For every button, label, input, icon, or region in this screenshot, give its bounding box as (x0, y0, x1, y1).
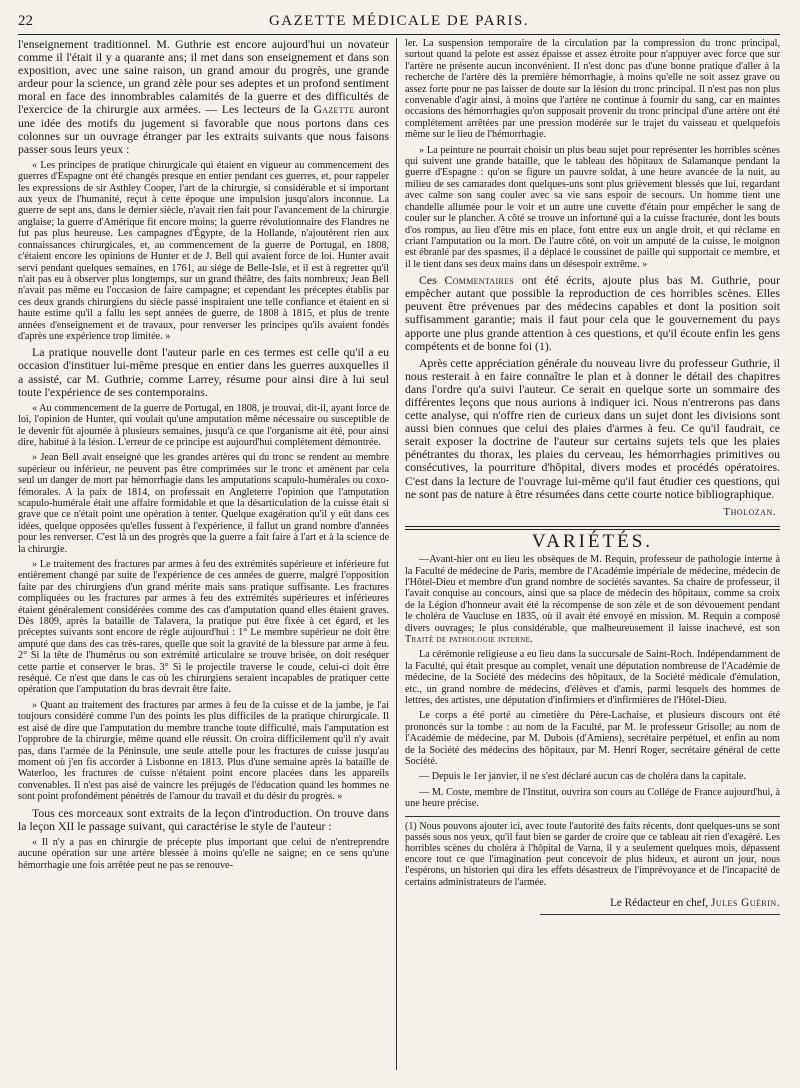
section-title-varietes: VARIÉTÉS. (531, 531, 654, 553)
right-column (405, 38, 780, 1070)
quote-arteries-continued: ler. La suspension temporaire de la circulation par la compression du tronc principal, surtout quand la pelote est assez épaisse et assez étroite pour n'appuyer avec force que sur l'artère ne présente aucun inconvénient. Il n'est donc pas d'une bonne pratique d'aller à la recherche de l'artère dès la première hémorrhagie, à moins qu'elle ne soit assez grave ou assez forte pour ne pas laisser de doute sur la lésion du tronc principal. Il n'est pas non plus convenable d'agir ainsi, à moins que l'artère ne continue à fournir du sang, car en maintes occasions des hémorrhagies qu'on supposait provenir du tronc principal d'une artère ont été complétement arrêtées par une pression modérée sur le trajet du vaisseau et quelquefois même sur le lieu de l'hémorrhagie. (405, 38, 780, 141)
news-cholera: — Depuis le 1er janvier, il ne s'est déclaré aucun cas de choléra dans la capitale. (419, 771, 746, 783)
journal-title: GAZETTE MÉDICALE DE PARIS. (268, 13, 530, 29)
news-burial: Le corps a été porté au cimetière du Père-Lachaise, et plusieurs discours ont été prononcés sur la tombe : au nom de la Faculté, par M. le professeur Grisolle; au nom de l'Académie de médecine, par M. Dubois (d'Amiens), secrétaire perpétuel, et enfin au nom de la Société des médecins des hôpitaux, par M. Henri Roger, secrétaire général de cette Société. (405, 710, 780, 768)
paragraph-appreciation: Après cette appréciation générale du nouveau livre du professeur Guthrie, il nous resterait à en faire connaître le plan et à donner le détail des chapitres dans l'ordre qu'a suivi l'auteur. Ce serait en quelque sorte un sommaire des différentes leçons que nous aurions à indiquer ici. Nous n'entrerons pas dans cette analyse, qui n'offre rien de curieux dans un sujet dont les divisions sont aussi bien connues que celui des plaies d'armes à feu. Ce qu'il faudrait, ce serait exposer la doctrine de l'auteur sur certains sujets tels que les plaies pénétrantes du thorax, les plaies du cerveau, les hémorrhagies primitives ou consécutives, la pourriture d'hôpital, divers modes et procédés opératoires. C'est dans la lecture de l'ouvrage lui-même qu'il faut étudier ces questions, qui ne sont pas de nature à être résumées dans cette courte notice bibliographique. (405, 355, 780, 501)
paragraph-extracts: Tous ces morceaux sont extraits de la leçon d'introduction. On trouve dans la leçon XII le passage suivant, qui caractérise le style de l'auteur : (18, 805, 389, 833)
quote-portugal: « Au commencement de la guerre de Portugal, en 1808, je trouvai, dit-il, ayant force de loi, l'opinion de Hunter, qui voulait qu'une amputation même nécessaire ou susceptible de le devenir fût ajournée à plusieurs semaines, jusqu'à ce que l'organisme ait été, pour ainsi dire, habitué à la lésion. L'erreur de ce principe est aujourd'hui complétement démontrée. (18, 402, 389, 448)
page-header (18, 10, 780, 35)
author-signature: Tholozan. (723, 505, 776, 518)
editor-rule (540, 914, 780, 915)
quote-arteries: « Il n'y a pas en chirurgie de précepte plus important que celui de n'entreprendre aucune opération sur une artère blessée à moins qu'elle ne saigne; en ce sens qu'une hémorrhagie une fois arrêtée peut ne pas se renouve- (18, 836, 389, 871)
editor-label: Le Rédacteur en chef, (610, 896, 709, 909)
editor-signature (405, 898, 780, 910)
left-column (18, 38, 389, 1070)
paragraph-commentaires: Ces Commentaires ont été écrits, ajoute plus bas M. Guthrie, pour empêcher autant que possible la reproduction de ces horribles scènes. Elles peuvent être prévenues par des médecins capables et dont la position soit suffisamment garantie; mais il faut pour cela que le gouvernement du pays apporte une plus grande attention à ces questions, et qu'il écoute enfin les gens compétents et de bonne foi (1). (405, 273, 780, 353)
quote-jean-bell: » Jean Bell avait enseigné que les grandes artères qui du tronc se rendent au membre supérieur ou inférieur, ne peuvent pas être comprimées sur le tronc et amènent par cela seul un danger de mort par hémorrhagie dans les amputations scapulo-humérales ou coxo-fémorales. A la paix de 1814, on professait en Angleterre l'opinion que l'amputation scapulo-humérale était une affaire formidable et que la désarticulation de la cuisse était si grave que ce n'était point une opération à tenter. Quelque exagération qu'il y eût dans ces idées, quelque opposées qu'elles fussent à l'expérience, il fallut un grand nombre d'années pour les renverser. C'est là un des progrès que la guerre a fait faire à l'art et à la science de la chirurgie. (18, 452, 389, 555)
intro-paragraph: l'enseignement traditionnel. M. Guthrie est encore aujourd'hui un novateur comme il l'était il y a quarante ans; il met dans son enseignement et dans son exposition, avec une saine raison, un grand amour du progrès, une grande ardeur pour la science, un grand zèle pour ses adeptes et un profond sentiment moral en face des innombrables calamités de la guerre et des difficultés de l'exercice de la chirurgie aux armées. — Les lecteurs de la Gazette auront une idée des motifs du jugement si favorable que nous portons dans ces colonnes sur un ouvrage étranger par les extraits suivants que nous faisons passer sous leurs yeux : (18, 38, 389, 156)
footnote: (1) Nous pouvons ajouter ici, avec toute l'autorité des faits récents, dont quelques-uns se sont passés sous nos yeux, qu'il faut bien se garder de croire que ce tableau ait rien d'exagéré. Les horribles scènes du choléra à l'hôpital de Varna, il y a seulement quelques mois, dépassent encore tout ce que l'imagination peut concevoir de plus hideux, et auront un jour, nous l'espérons, un historien qui dira les effets désastreux de l'imprévoyance et de l'incapacité de certains administrateurs de l'armée. (405, 816, 780, 888)
quote-thigh-fractures: » Quant au traitement des fractures par armes à feu de la cuisse et de la jambe, je l'ai toujours considéré comme l'un des points les plus difficiles de la pratique chirurgicale. Il est aisé de dire que l'amputation du membre tranche toute difficulté, mais l'amputation est l'opprobre de la chirurgie, même quand elle réussit. On croira difficilement qu'il n'y avait pas, dans l'armée de la Péninsule, une seule attelle pour les fractures de cuisse jusqu'au moment où j'en fis accorder à Lisbonne en 1813. Plus d'une semaine après la bataille de Waterloo, les fractures de cuisse n'étaient point encore placées dans les appareils convenables. Il n'est pas aisé de vaincre les préjugés de l'éducation quand les hommes ne sont point profondément pénétrés de l'amour du travail et du désir du progrès. » (18, 699, 389, 803)
news-ceremony: La cérémonie religieuse a eu lieu dans la succursale de Saint-Roch. Indépendamment de la Faculté, qui était presque au complet, venait une députation nombreuse de l'Académie de médecine, de la Société des médecins des hôpitaux, de la Société médicale d'émulation, etc., un grand nombre de médecins, d'élèves et d'amis, parmi lesquels des hommes de lettres, des artistes, une députation d'infirmiers et d'infirmières de l'Hôtel-Dieu. (405, 649, 780, 706)
news-coste-course: — M. Coste, membre de l'Institut, ouvrira son cours au Collége de France aujourd'hui, à une heure précise. (405, 786, 780, 810)
quote-fractures: » Le traitement des fractures par armes à feu des extrémités supérieure et inférieure fut entièrement changé par suite de l'expérience de ces années de guerre, malgré l'opposition faite par des chirurgiens d'un grand mérite mais sans pratique suffisante. Les fractures compliquées ou les fractures par armes à feu des extrémités supérieures et inférieures étaient généralement considérées comme des cas d'amputation quand elles étaient graves. Dès 1809, après la bataille de Talavera, la pratique put être fixée à cet égard, et les préceptes suivants sont encore de règle aujourd'hui : 1° Le membre supérieur ne doit être amputé que dans des cas très-rares, quelle que soit la gravité de la blessure par arme à feu. 2° Si la tête de l'humérus ou son extrémité articulaire se trouve brisée, on doit reséquer cette partie et conserver le bras. 3° Si le projectile traverse le coude, celui-ci doit être reséqué. Ce n'est que dans le cas où les chirurgiens seraient incapables de pratiquer cette opération que l'amputation du bras devrait être faite. (18, 559, 389, 696)
news-requin-funeral: —Avant-hier ont eu lieu les obsèques de M. Requin, professeur de pathologie interne à la Faculté de médecine de Paris, membre de l'Académie impériale de médecine, médecin de l'Hôtel-Dieu et membre d'un grand nombre de sociétés savantes. Sa chaire de professeur, il l'avait conquise au concours, ainsi que sa place de médecin des hôpitaux, comme sa croix de la Légion d'honneur avait été la récompense de son zèle et de son dévouement pendant le choléra de Vaucluse en 1835, où il avait été envoyé en mission. M. Requin a composé divers ouvrages; le plus considérable, que malheureusement il laisse inachevé, est son Traité de pathologie interne. (405, 554, 780, 645)
editor-name: Jules Guérin. (711, 896, 780, 909)
quote-principles: « Les principes de pratique chirurgicale qui étaient en vigueur au commencement des guerres d'Espagne ont été changés presque en entier pendant ces guerres, et, pour rappeler les expressions de sir Asthley Cooper, l'art de la chirurgie, si considérable et si important aux yeux de l'humanité, reçut à cette époque une impulsion jusqu'alors inconnue. La guerre de sept ans, dans le dernier siècle, n'avait rien fait pour l'avancement de la chirurgie anglaise; la guerre d'Amérique fit encore moins; la guerre révolutionnaire des Flandres ne fut pas plus heureuse. Les campagnes d'Égypte, de la Hollande, n'ajoutèrent rien aux connaissances chirurgicales, et, au commencement de la guerre de Portugal, en 1808, c'étaient encore les opinions de Hunter et de J. Bell qui avaient force de loi. Hunter avait servi pendant quelques semaines, en 1761, au siége de Belle-Isle, et il est à regretter qu'il n'ait pas eu à observer plus longtemps, sur un grand théâtre, des faits nombreux; Jean Bell n'avait pas même eu l'occasion de faire campagne; et cependant les préceptes établis par ces deux grands chirurgiens du siècle passé inspiraient une telle confiance et étaient en si haute estime qu'il a fallu les sept années de guerre, de 1808 à 1815, et plus de trente années d'enseignement et de travaux, pour renverser les principes qu'ils avaient fondés d'après une expérience trop limitée. » (18, 159, 389, 342)
paragraph-new-practice: La pratique nouvelle dont l'auteur parle en ces termes est celle qu'il a eu occasion d'instituer lui-même presque en entier dans les guerres auxquelles il a assisté, car M. Guthrie, comme Larrey, résume pour ainsi dire à lui seul toute l'expérience de ses contemporains. (18, 345, 389, 399)
quote-salamanca: » La peinture ne pourrait choisir un plus beau sujet pour représenter les horribles scènes qui suivent une grande bataille, que le tableau des hôpitaux de Salamanque pendant la guerre d'Espagne : qu'on se figure un pauvre soldat, à une heure avancée de la nuit, au milieu de ses camarades dont quelques-uns sont plus grièvement blessés que lui, regardant avec calme son sang couler avec sa vie sans espoir de secours. Un homme tient une chandelle allumée pour le voir et un autre une cuvette d'étain pour empêcher le sang de couler sur le plancher. A côté se trouve un infortuné qui a la cuisse fracturée, dont les bouts d'os rompus, au lieu d'être mis en place, font entre eux un angle droit, et qui réclame en criant l'amputation ou la mort. De l'autre côté, on voit un amputé de la cuisse, le moignon est ébranlé par des spasmes, il a déplacé le coussinet de paille qui supportait ce membre, et il le tient dans ses deux mains dans un désespoir extrême. » (405, 144, 780, 270)
traite-title: Traité de pathologie interne. (405, 633, 533, 645)
section-divider-top (405, 526, 780, 527)
gazette-name: Gazette (313, 102, 355, 117)
page-number: 22 (18, 13, 33, 29)
column-divider (396, 38, 397, 1070)
commentaires-title: Commentaires (444, 273, 515, 288)
